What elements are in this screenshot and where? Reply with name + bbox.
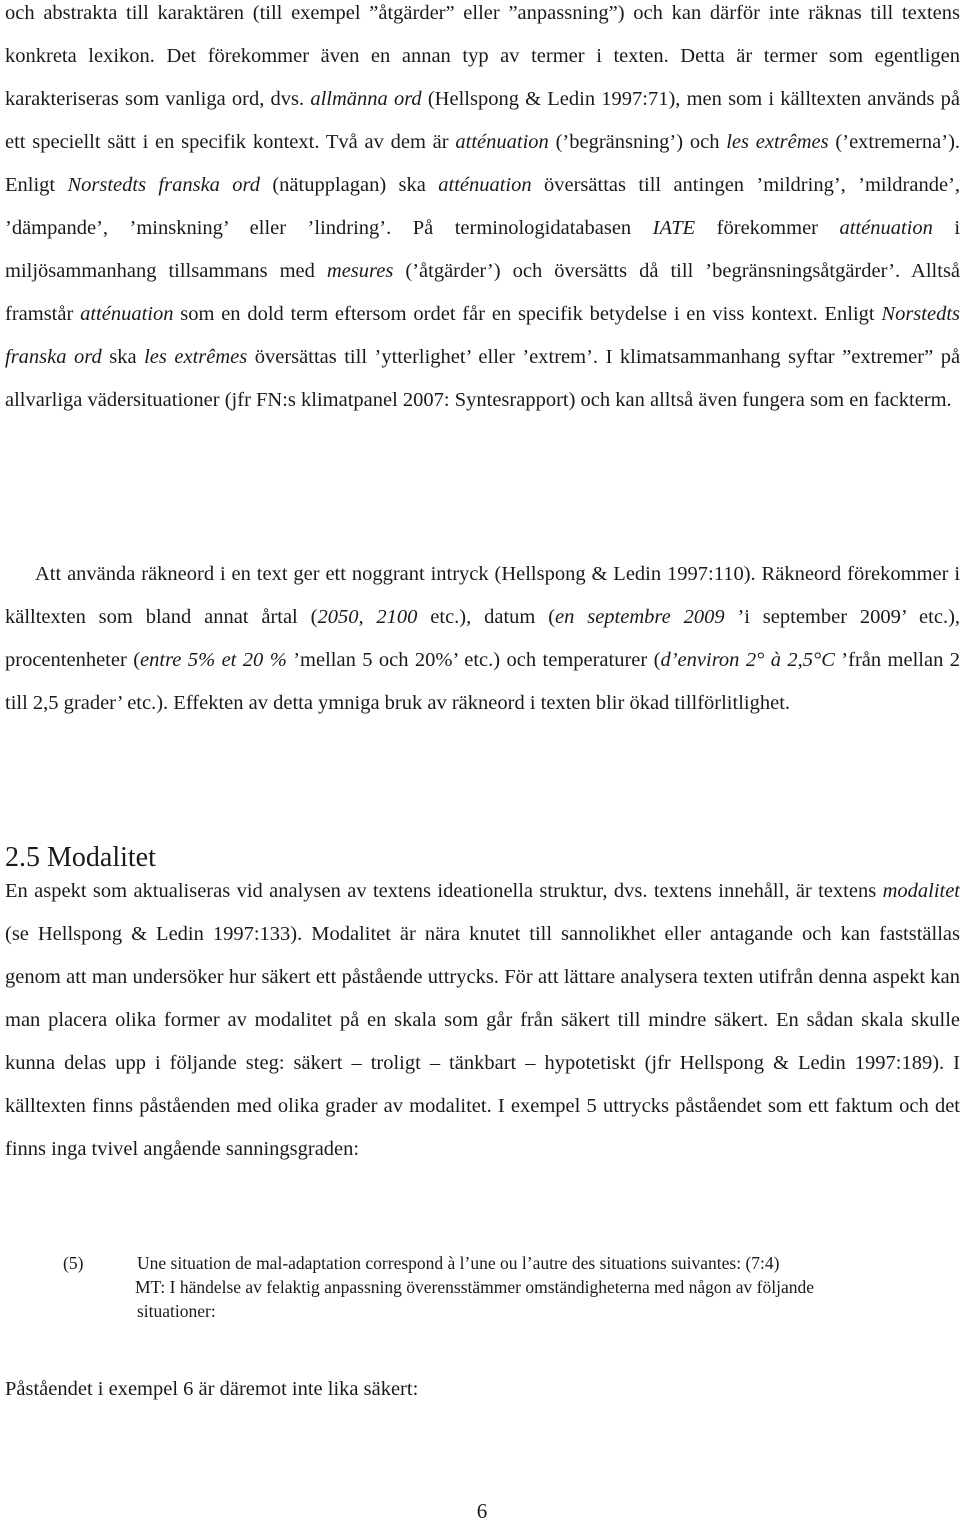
sentence-fragment: ska — [109, 346, 137, 368]
italic-book-title: Norstedts franska ord — [67, 174, 260, 196]
italic-term: atténuation — [438, 174, 532, 196]
italic-term: atténuation — [80, 303, 174, 325]
sentence: Effekten av detta ymniga bruk av räkneord i texten blir ökad tillförlitlighet. — [173, 692, 791, 714]
paragraph-terms — [5, 0, 960, 422]
sentence-fragment: Två av dem är — [325, 131, 449, 153]
italic-term: les extrêmes — [726, 131, 829, 153]
page-number: 6 — [476, 1499, 488, 1523]
sentence: I källtexten finns påståenden med olika grader av modalitet. — [5, 1052, 960, 1117]
sentence-fragment: i miljösammanhang tillsammans med — [5, 217, 960, 282]
italic-date: en septembre 2009 — [555, 606, 725, 628]
italic-term: allmänna ord — [310, 88, 422, 110]
paragraph-modality — [5, 870, 960, 1171]
sentence-fragment: ’mellan 5 och 20%’ etc.) och temperaturer ( — [293, 649, 661, 671]
sentence: En sådan skala skulle kunna delas upp i följande steg: säkert – troligt – tänkbart – hypotetiskt (jfr Hellspong & Ledin 1997:189). — [5, 1009, 960, 1074]
paragraph-example-6-intro: Påståendet i exempel 6 är däremot inte lika säkert: — [5, 1378, 419, 1400]
sentence: Modalitet är nära knutet till sannolikhet eller antagande och kan fastställas genom att man undersöker hur säkert ett påstående uttrycks. — [5, 923, 960, 988]
italic-percentage: entre 5% et 20 % — [140, 649, 287, 671]
sentence: och abstrakta till karaktären (till exempel ”åtgärder” eller ”anpassning”) och kan därför inte räknas till textens konkreta lexikon. — [5, 2, 960, 67]
italic-term: atténuation — [839, 217, 933, 239]
sentence-fragment: (’extremerna’). — [835, 131, 960, 153]
example-lines — [137, 1251, 937, 1323]
sentence-fragment: (Hellspong & Ledin 1997:71), men som i källtexten används på ett speciellt sätt i en specifik kontext. — [5, 88, 960, 153]
example-number: (5) — [63, 1253, 84, 1273]
sentence-fragment: (’begränsning’) och — [555, 131, 720, 153]
sentence-fragment: En aspekt som aktualiseras vid analysen av textens ideationella struktur, dvs. textens innehåll, är textens — [5, 880, 877, 902]
sentence: Att använda räkneord i en text ger ett noggrant intryck (Hellspong & Ledin 1997:110). — [35, 563, 756, 585]
italic-term: les extrêmes — [144, 346, 248, 368]
paragraph-numerals — [5, 553, 960, 725]
example-translation-line: MT: I händelse av felaktig anpassning överensstämmer omständigheterna med någon av följande — [135, 1277, 814, 1297]
sentence-fragment: förekommer — [716, 217, 818, 239]
punctuation: , — [358, 606, 364, 628]
sentence-fragment: översättas till ’ytterlighet’ eller ’extrem’. — [254, 346, 599, 368]
sentence-fragment: etc.), datum ( — [430, 606, 556, 628]
section-heading: 2.5 Modalitet — [5, 842, 156, 873]
italic-year: 2050 — [317, 606, 359, 628]
sentence-fragment: översättas till antingen ’mildring’, ’mildrande’, ’dämpande’, ’minskning’ eller ’lindring’. — [5, 174, 960, 239]
sentence-fragment: (se Hellspong & Ledin 1997:133). — [5, 923, 303, 945]
sentence-fragment: Alltså framstår — [5, 260, 960, 325]
example-translation-continuation: situationer: — [137, 1301, 216, 1321]
italic-temperature: d’environ 2° à 2,5°C — [660, 649, 835, 671]
italic-database-name: IATE — [652, 217, 696, 239]
sentence-fragment: (nätupplagan) ska — [272, 174, 426, 196]
sentence: Det förekommer även en annan typ av termer i texten. Detta är termer som egentligen karakteriseras som vanliga ord, dvs. — [5, 45, 960, 110]
sentence-fragment: ’från mellan 2 till 2,5 grader’ etc.). — [5, 649, 960, 714]
italic-year: 2100 — [376, 606, 418, 628]
sentence-fragment: som en dold term eftersom ordet får en specifik betydelse i en viss kontext. — [180, 303, 818, 325]
sentence-fragment: På terminologidatabasen — [412, 217, 632, 239]
sentence-fragment: Enligt — [824, 303, 875, 325]
sentence-fragment: Räkneord förekommer i källtexten som bland annat årtal ( — [5, 563, 960, 628]
example-source-line: Une situation de mal-adaptation correspond à l’une ou l’autre des situations suivantes: (7:4) — [137, 1253, 780, 1273]
sentence-fragment: (’åtgärder’) och översätts då till ’begränsningsåtgärder’. — [405, 260, 901, 282]
sentence-fragment: ’i september 2009’ etc.), procentenheter ( — [5, 606, 960, 671]
sentence-fragment: Enligt — [5, 174, 56, 196]
italic-term: modalitet — [882, 880, 960, 902]
sentence: I klimatsammanhang syftar ”extremer” på allvarliga vädersituationer (jfr FN:s klimatpanel 2007: Syntesrapport) och kan alltså även fungera som en fackterm. — [5, 346, 960, 411]
italic-book-title: Norstedts franska ord — [5, 303, 960, 368]
italic-term: atténuation — [455, 131, 549, 153]
sentence: För att lättare analysera texten utifrån denna aspekt kan man placera olika former av modalitet på en skala som går från säkert till mindre säkert. — [5, 966, 960, 1031]
italic-term: mesures — [326, 260, 394, 282]
sentence: I exempel 5 uttrycks påståendet som ett faktum och det finns inga tvivel angående sanningsgraden: — [5, 1095, 960, 1160]
